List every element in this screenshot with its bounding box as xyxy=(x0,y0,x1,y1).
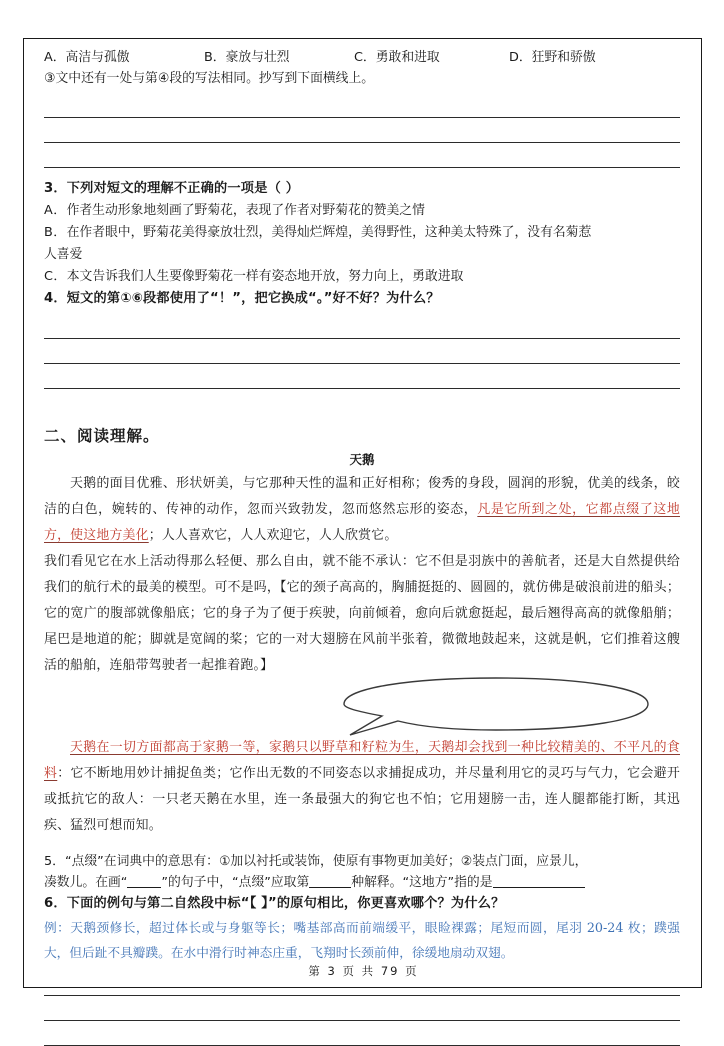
question-4: 4．短文的第①⑥段都使用了“！”，把它换成“。”好不好？为什么？ xyxy=(44,291,440,306)
choice-option-a[interactable]: A．高洁与孤傲 xyxy=(44,50,130,65)
article-paragraph-1 xyxy=(44,471,680,549)
question-5-line-2 xyxy=(44,872,680,893)
choice-option-c[interactable]: C．勇敢和进取 xyxy=(354,50,440,65)
section-heading-two: 二、阅读理解。 xyxy=(44,427,160,445)
paragraph-1-lead: 天鹅的面目优雅、形状妍美，与它那种天性的温和正好相称；俊秀的身段，圆润的形貌，优美的线条，皎洁的白色，婉转的、传神的动作，忽而兴致勃发，忽而悠然忘形的姿态， xyxy=(44,476,680,517)
paragraph-1-red-underline: 凡是它所到之处，它都点缀了这地方，使这地方美化 xyxy=(44,502,680,543)
choice-text: 本文告诉我们人生要像野菊花一样有姿态地开放，努力向上，勇敢进取 xyxy=(66,269,464,284)
answer-line[interactable] xyxy=(44,93,680,118)
choice-tag: C． xyxy=(44,269,67,284)
choice-option-b[interactable]: B．豪放与壮烈 xyxy=(204,50,290,65)
answer-line[interactable] xyxy=(44,339,680,364)
page-content xyxy=(44,47,680,1046)
answer-line[interactable] xyxy=(44,364,680,389)
page-footer: 第 3 页 共 79 页 xyxy=(308,964,419,978)
article-paragraph-3 xyxy=(44,735,680,839)
answer-line[interactable] xyxy=(44,314,680,339)
paragraph-3-red-underline: 天鹅在一切方面都高于家鹅一等，家鹅只以野草和籽粒为生，天鹅却会找到一种比较精美的、不平凡的食料 xyxy=(44,740,680,781)
question-3-stem xyxy=(44,178,680,200)
answer-lines-q4[interactable] xyxy=(44,314,680,389)
choice-text-continued: 人喜爱 xyxy=(44,247,83,262)
question-3-text: 下列对短文的理解不正确的一项是（ ） xyxy=(66,181,300,196)
question-5-line-1: 5．“点缀”在词典中的意思有：①加以衬托或装饰，使原有事物更加美好；②装点门面，应景儿， xyxy=(44,854,588,869)
example-sentence: 例：天鹅颈修长，超过体长或与身躯等长；嘴基部高而前端缓平，眼睑裸露；尾短而圆，尾羽 20-24 枚；蹼强大，但后趾不具瓣蹼。在水中滑行时神态庄重，飞翔时长颈前伸，徐缓地扇动双翅。 xyxy=(44,920,680,960)
answer-line[interactable] xyxy=(44,1021,680,1046)
answer-line[interactable] xyxy=(44,996,680,1021)
question-3-choice-c[interactable] xyxy=(44,266,680,288)
multiple-choice-row xyxy=(44,47,680,68)
paragraph-3-rest: ：它不断地用妙计捕捉鱼类；它作出无数的不同姿态以求捕捉成功，并尽量利用它的灵巧与气力，它会避开或抵抗它的敌人：一只老天鹅在水里，连一条最强大的狗它也不怕；它用翅膀一击，连人腿都能打断，其迅疾、猛烈可想而知。 xyxy=(44,766,681,833)
question-3-choice-b[interactable] xyxy=(44,222,680,244)
paragraph-1-tail: ；人人喜欢它，人人欢迎它，人人欣赏它。 xyxy=(148,528,398,543)
answer-line[interactable] xyxy=(44,143,680,168)
blank-underscore-meaning[interactable] xyxy=(309,887,351,888)
blank-underscore-quote[interactable] xyxy=(127,887,161,888)
question-3-choice-b-wrap xyxy=(44,244,680,266)
choice-tag: B． xyxy=(44,225,67,240)
choice-option-d[interactable]: D．狂野和骄傲 xyxy=(509,50,596,65)
question-5-part-a: 凑数儿。在画“ xyxy=(44,875,128,890)
article-paragraph-2: 我们看见它在水上活动得那么轻便、那么自由，就不能不承认：它不但是羽族中的善航者，还是大自然提供给我们的航行术的最美的模型。可不是吗，【它的颈子高高的，胸脯挺挺的、圆圆的，就仿佛是破浪前进的船头；它的宽广的腹部就像船底；它的身子为了便于疾驶，向前倾着，愈向后就愈挺起，最后翘得高高的就像船艄；尾巴是地道的舵；脚就是宽阔的桨；它的一对大翅膀在风前半张着，微微地鼓起来，这就是帆，它们推着这艘活的船舶，连船带驾驶者一起推着跑。】 xyxy=(44,554,680,673)
document-page xyxy=(23,38,702,988)
answer-lines-sub3[interactable] xyxy=(44,93,680,168)
callout-bubble-container xyxy=(44,679,680,735)
sub-question-3: ③文中还有一处与第④段的写法相同。抄写到下面横线上。 xyxy=(44,71,375,86)
speech-bubble-icon[interactable] xyxy=(336,675,656,737)
answer-lines-q6[interactable] xyxy=(44,971,680,1046)
choice-text: 在作者眼中，野菊花美得豪放壮烈，美得灿烂辉煌，美得野性，这种美太特殊了，没有名菊惹 xyxy=(66,225,592,240)
choice-tag: A． xyxy=(44,203,67,218)
question-3-number: 3． xyxy=(44,181,67,196)
article-title: 天鹅 xyxy=(349,452,375,467)
blank-underscore-place[interactable] xyxy=(493,887,585,888)
choice-text: 作者生动形象地刻画了野菊花，表现了作者对野菊花的赞美之情 xyxy=(66,203,425,218)
question-5-part-c: 种解释。“这地方”指的是 xyxy=(351,875,493,890)
answer-line[interactable] xyxy=(44,118,680,143)
question-3-choice-a[interactable] xyxy=(44,200,680,222)
question-5-part-b: ”的句子中，“点缀”应取第 xyxy=(161,875,310,890)
question-6: 6．下面的例句与第二自然段中标“【 】”的原句相比，你更喜欢哪个？为什么？ xyxy=(44,896,505,911)
